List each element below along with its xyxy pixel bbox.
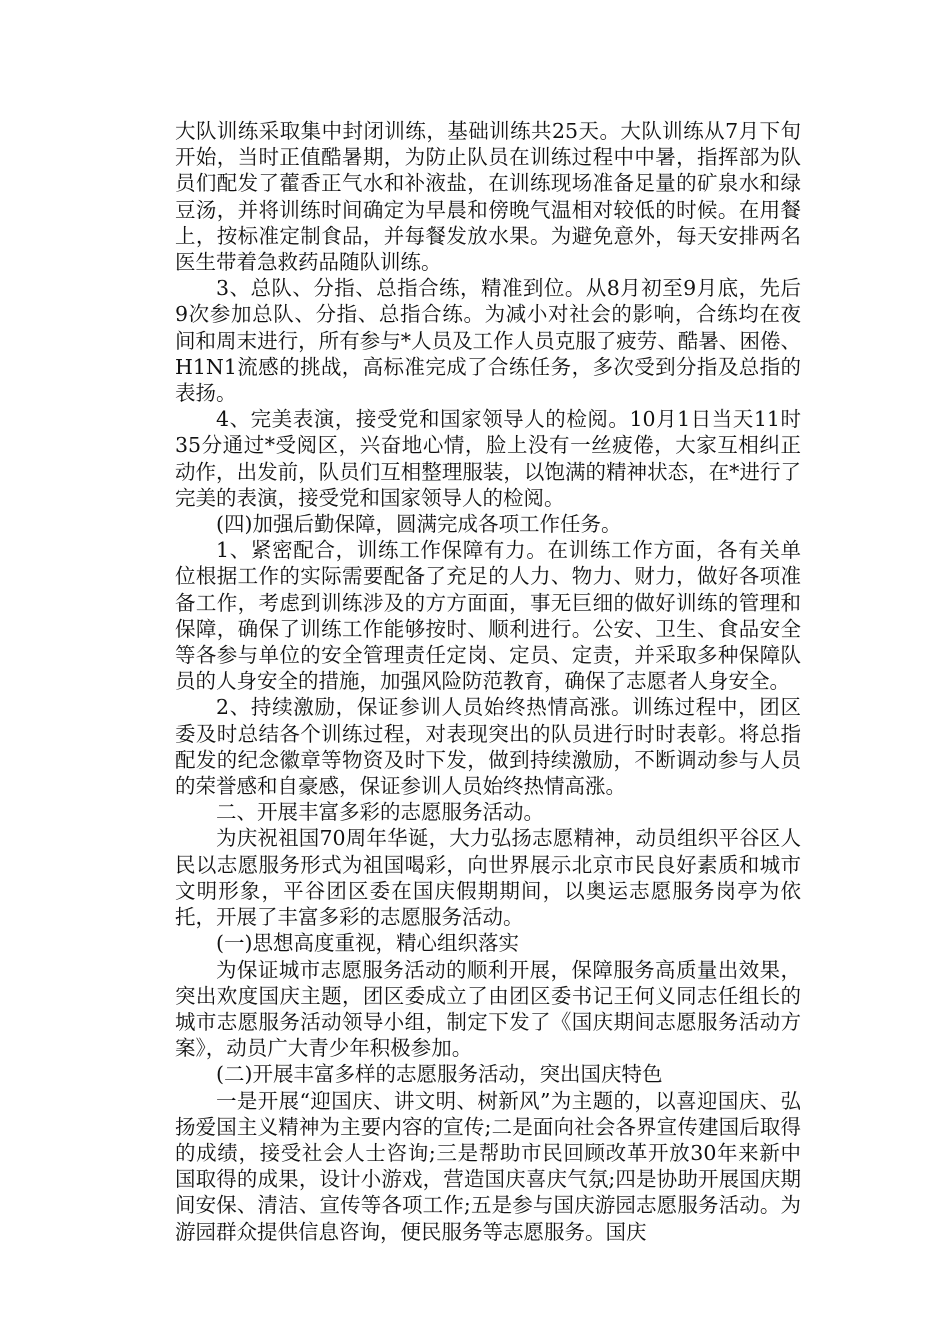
paragraph-3: 4、完美表演，接受党和国家领导人的检阅。10月1日当天11时35分通过*受阅区，兴奋地心情，脸上没有一丝疲倦，大家互相纠正动作，出发前，队员们互相整理服装，以饱满的精神状态，在*进行了完美的表演，接受党和国家领导人的检阅。 (175, 407, 801, 510)
subsection-heading-1: (一)思想高度重视，精心组织落实 (216, 931, 519, 956)
document-body (175, 118, 801, 1245)
paragraph-10: 为保证城市志愿服务活动的顺利开展，保障服务高质量出效果，突出欢度国庆主题，团区委成立了由团区委书记王何义同志任组长的城市志愿服务活动领导小组，制定下发了《国庆期间志愿服务活动方案》，动员广大青少年积极参加。 (175, 957, 801, 1061)
paragraph-8: 为庆祝祖国70周年华诞，大力弘扬志愿精神，动员组织平谷区人民以志愿服务形式为祖国喝彩，向世界展示北京市民良好素质和城市文明形象，平谷团区委在国庆假期期间，以奥运志愿服务岗亭为依托，开展了丰富多彩的志愿服务活动。 (175, 826, 801, 930)
paragraph-2: 3、总队、分指、总指合练，精准到位。从8月初至9月底，先后9次参加总队、分指、总指合练。为减小对社会的影响，合练均在夜间和周末进行，所有参与*人员及工作人员克服了疲劳、酷暑、困倦、H1N1流感的挑战，高标准完成了合练任务，多次受到分指及总指的表扬。 (175, 276, 801, 406)
section-heading-2: 二、开展丰富多彩的志愿服务活动。 (216, 800, 544, 825)
paragraph-1: 大队训练采取集中封闭训练，基础训练共25天。大队训练从7月下旬开始，当时正值酷暑期，为防止队员在训练过程中中暑，指挥部为队员们配发了藿香正气水和补液盐，在训练现场准备足量的矿泉水和绿豆汤，并将训练时间确定为早晨和傍晚气温相对较低的时候。在用餐上，按标准定制食品，并每餐发放水果。为避免意外，每天安排两名医生带着急救药品随队训练。 (175, 119, 801, 275)
section-heading-4: (四)加强后勤保障，圆满完成各项工作任务。 (216, 512, 622, 537)
subsection-heading-2: (二)开展丰富多样的志愿服务活动，突出国庆特色 (216, 1062, 663, 1087)
paragraph-6: 2、持续激励，保证参训人员始终热情高涨。训练过程中，团区委及时总结各个训练过程，对表现突出的队员进行时时表彰。将总指配发的纪念徽章等物资及时下发，做到持续激励，不断调动参与人员的荣誉感和自豪感，保证参训人员始终热情高涨。 (175, 695, 801, 799)
paragraph-5: 1、紧密配合，训练工作保障有力。在训练工作方面，各有关单位根据工作的实际需要配备了充足的人力、物力、财力，做好各项准备工作，考虑到训练涉及的方方面面，事无巨细的做好训练的管理和保障，确保了训练工作能够按时、顺利进行。公安、卫生、食品安全等各参与单位的安全管理责任定岗、定员、定责，并采取多种保障队员的人身安全的措施，加强风险防范教育，确保了志愿者人身安全。 (175, 538, 801, 694)
paragraph-12: 一是开展“迎国庆、讲文明、树新风”为主题的，以喜迎国庆、弘扬爱国主义精神为主要内容的宣传;二是面向社会各界宣传建国后取得的成绩，接受社会人士咨询;三是帮助市民回顾改革开放30年来新中国取得的成果，设计小游戏，营造国庆喜庆气氛;四是协助开展国庆期间安保、清洁、宣传等各项工作;五是参与国庆游园志愿服务活动。为游园群众提供信息咨询，便民服务等志愿服务。国庆 (175, 1088, 801, 1244)
